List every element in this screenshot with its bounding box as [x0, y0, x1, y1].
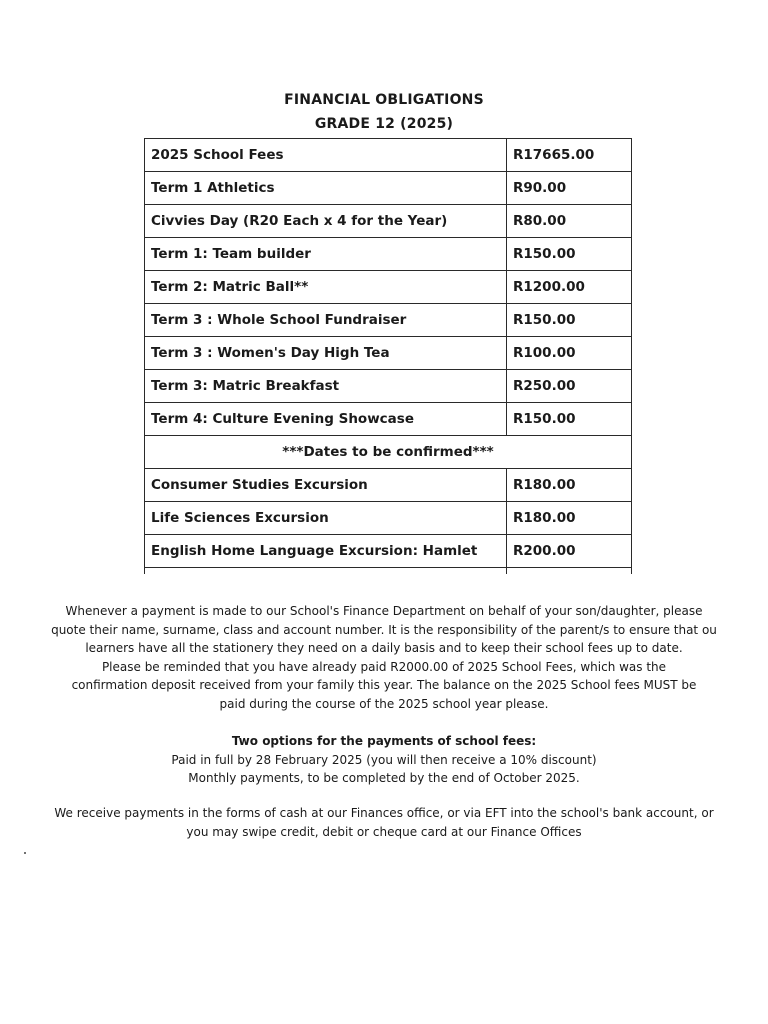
table-row	[145, 535, 632, 568]
text-line: Please be reminded that you have already paid R2000.00 of 2025 School Fees, which was the	[101, 659, 667, 674]
payment-options	[0, 732, 768, 788]
fee-item: 2025 School Fees	[145, 139, 507, 172]
fees-table	[144, 138, 632, 574]
text-line: paid during the course of the 2025 school year please.	[219, 696, 549, 711]
fee-item: Civvies Day (R20 Each x 4 for the Year)	[145, 205, 507, 238]
fee-amount: R17665.00	[507, 139, 632, 172]
payment-instructions	[0, 602, 768, 713]
table-row	[145, 337, 632, 370]
fee-item: Life Sciences Excursion	[145, 502, 507, 535]
document-subtitle: GRADE 12 (2025)	[314, 116, 454, 132]
table-row	[145, 403, 632, 436]
document-title: FINANCIAL OBLIGATIONS	[284, 92, 484, 108]
text-line: you may swipe credit, debit or cheque card at our Finance Offices	[186, 824, 582, 839]
payment-option: Paid in full by 28 February 2025 (you will then receive a 10% discount)	[171, 752, 597, 767]
fee-amount: R90.00	[507, 172, 632, 205]
fee-item: Consumer Studies Excursion	[145, 469, 507, 502]
fee-item: Term 3 : Whole School Fundraiser	[145, 304, 507, 337]
fee-item: English Home Language Excursion: Hamlet	[145, 535, 507, 568]
fee-item: Term 1 Athletics	[145, 172, 507, 205]
fee-amount: R250.00	[507, 370, 632, 403]
fee-amount: R180.00	[507, 469, 632, 502]
table-row-cut-off	[145, 568, 632, 575]
fee-item: Term 3 : Women's Day High Tea	[145, 337, 507, 370]
fee-item: Term 4: Culture Evening Showcase	[145, 403, 507, 436]
payment-methods	[0, 804, 768, 841]
table-row	[145, 304, 632, 337]
fee-amount: R150.00	[507, 238, 632, 271]
table-row	[145, 271, 632, 304]
fee-amount: R100.00	[507, 337, 632, 370]
fee-amount: R150.00	[507, 403, 632, 436]
table-row	[145, 502, 632, 535]
scan-speck	[24, 852, 26, 854]
payment-options-heading: Two options for the payments of school fees:	[231, 734, 537, 748]
table-row	[145, 238, 632, 271]
dates-note: ***Dates to be confirmed***	[145, 436, 632, 469]
fee-amount: R1200.00	[507, 271, 632, 304]
payment-option: Monthly payments, to be completed by the end of October 2025.	[188, 771, 580, 785]
fee-item: Term 3: Matric Breakfast	[145, 370, 507, 403]
table-row	[145, 469, 632, 502]
table-row	[145, 172, 632, 205]
fee-amount: R180.00	[507, 502, 632, 535]
table-row	[145, 205, 632, 238]
table-row	[145, 139, 632, 172]
empty-cell	[507, 568, 632, 575]
fee-amount: R80.00	[507, 205, 632, 238]
empty-cell	[145, 568, 507, 575]
fee-item: Term 2: Matric Ball**	[145, 271, 507, 304]
fee-item: Term 1: Team builder	[145, 238, 507, 271]
text-line: learners have all the stationery they need on a daily basis and to keep their school fees up to date.	[85, 641, 683, 655]
text-line: We receive payments in the forms of cash at our Finances office, or via EFT into the school's bank account, or	[54, 806, 714, 820]
text-line: Whenever a payment is made to our School's Finance Department on behalf of your son/daughter, please	[65, 604, 703, 618]
table-row	[145, 370, 632, 403]
table-note-row	[145, 436, 632, 469]
text-line: confirmation deposit received from your family this year. The balance on the 2025 School fees MUST be	[71, 678, 697, 692]
fee-amount: R200.00	[507, 535, 632, 568]
text-line: quote their name, surname, class and account number. It is the responsibility of the parent/s to ensure that ou	[51, 622, 717, 637]
fee-amount: R150.00	[507, 304, 632, 337]
